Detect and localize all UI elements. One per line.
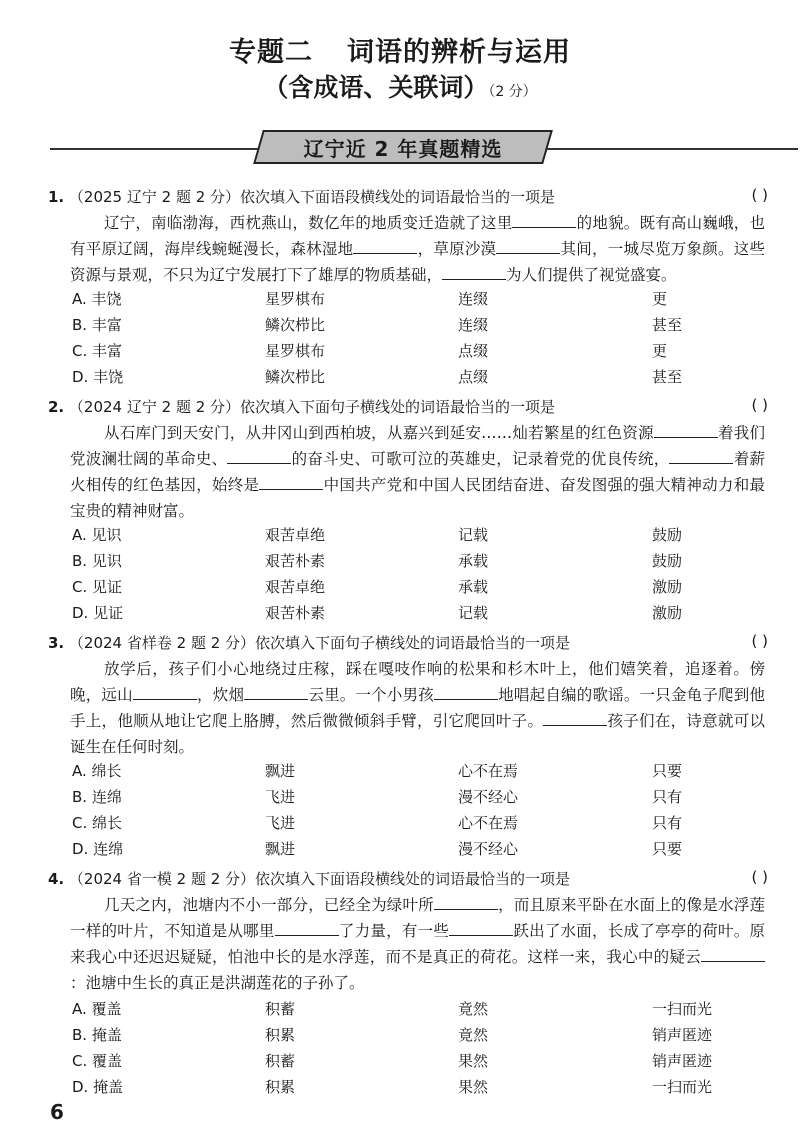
passage-text: ：池塘中生长的真正是洪湖莲花的子孙了。 [70, 974, 365, 992]
option-c[interactable] [72, 340, 772, 364]
answer-parentheses[interactable]: ( ) [751, 632, 768, 650]
option-a[interactable] [72, 524, 772, 548]
option-a[interactable] [72, 288, 772, 312]
option-cell: D. 连绵 [72, 840, 124, 858]
option-cell: 鼓励 [652, 526, 683, 544]
option-cell: 承载 [458, 552, 489, 570]
blank-line[interactable] [701, 947, 765, 962]
banner-label: 辽宁近 2 年真题精选 [303, 137, 503, 161]
option-cell: 果然 [458, 1052, 489, 1070]
option-d[interactable] [72, 1076, 772, 1100]
option-cell: 艰苦朴素 [265, 604, 326, 622]
question-stem-text: （2024 辽宁 2 题 2 分）依次填入下面句子横线处的词语最恰当的一项是 [68, 398, 556, 416]
option-cell: 连缀 [458, 316, 489, 334]
question-number: 3. [48, 634, 65, 652]
option-cell: 鳞次栉比 [265, 368, 326, 386]
option-cell: C. 覆盖 [72, 1052, 123, 1070]
title-part-a: 专题二 [229, 37, 313, 68]
option-cell: 只有 [652, 814, 683, 832]
option-cell: 承载 [458, 578, 489, 596]
passage-text: 云里。一个小男孩 [308, 686, 434, 704]
option-cell: 更 [652, 342, 668, 360]
option-cell: A. 丰饶 [72, 290, 122, 308]
blank-line[interactable] [259, 475, 323, 490]
option-cell: 积累 [265, 1078, 296, 1096]
passage-text: ，而且原来平卧在水面上的像是水浮莲一样的叶片，不知道是从哪里 [70, 896, 765, 940]
question-stem-text: （2024 省一模 2 题 2 分）依次填入下面语段横线处的词语最恰当的一项是 [68, 870, 571, 888]
passage-text: 放学后，孩子们小心地绕过庄稼，踩在嘎吱作响的松果和杉木叶上，他们嬉笑着，追逐着。傍晚，远山 [70, 660, 765, 704]
passage-text: 了力量，有一些 [338, 922, 450, 940]
option-cell: 只要 [652, 840, 683, 858]
option-cell: 只有 [652, 788, 683, 806]
option-cell: A. 绵长 [72, 762, 122, 780]
option-cell: 鳞次栉比 [265, 316, 326, 334]
option-c[interactable] [72, 576, 772, 600]
option-cell: 甚至 [652, 316, 683, 334]
passage-text: 从石库门到天安门，从井冈山到西柏坡，从嘉兴到延安……灿若繁星的红色资源 [104, 424, 654, 442]
option-cell: 记载 [458, 526, 489, 544]
option-cell: 甚至 [652, 368, 683, 386]
option-cell: 飞进 [265, 788, 296, 806]
option-cell: C. 见证 [72, 578, 123, 596]
option-cell: A. 覆盖 [72, 1000, 122, 1018]
option-cell: 漫不经心 [458, 788, 519, 806]
option-cell: 一扫而光 [652, 1078, 713, 1096]
option-cell: 星罗棋布 [265, 290, 326, 308]
option-cell: B. 丰富 [72, 316, 122, 334]
option-c[interactable] [72, 1050, 772, 1074]
option-a[interactable] [72, 760, 772, 784]
option-cell: 竟然 [458, 1026, 489, 1044]
passage-text: 孩子们在，诗意就可以诞生在任何时刻。 [70, 712, 765, 756]
blank-line[interactable] [227, 449, 291, 464]
passage-text: ，炊烟 [196, 686, 245, 704]
blank-line[interactable] [449, 921, 513, 936]
subtitle-score: （2 分） [488, 84, 537, 100]
option-b[interactable] [72, 550, 772, 574]
passage-text: 着薪火相传的红色基因，始终是 [70, 450, 765, 494]
option-cell: 飘进 [265, 762, 296, 780]
option-cell: B. 掩盖 [72, 1026, 122, 1044]
option-cell: 激励 [652, 578, 683, 596]
passage-text: 为人们提供了视觉盛宴。 [506, 266, 677, 284]
question-3-passage [70, 656, 765, 760]
option-cell: 星罗棋布 [265, 342, 326, 360]
option-cell: 销声匿迹 [652, 1026, 713, 1044]
question-1-stem [48, 186, 768, 207]
option-cell: 飞进 [265, 814, 296, 832]
passage-text: 跃出了水面，长成了亭亭的荷叶。原来我心中还迟迟疑疑，怕池中长的是水浮莲，而不是真正的荷花。这样一来，我心中的疑云 [70, 922, 765, 966]
passage-text: 几天之内，池塘内不小一部分，已经全为绿叶所 [104, 896, 434, 914]
page-number: 6 [50, 1100, 64, 1124]
passage-text: 中国共产党和中国人民团结奋进、奋发图强的强大精神动力和最宝贵的精神财富。 [70, 476, 765, 520]
section-title [0, 30, 800, 69]
option-b[interactable] [72, 786, 772, 810]
question-number: 1. [48, 188, 65, 206]
answer-parentheses[interactable]: ( ) [751, 868, 768, 886]
option-cell: 漫不经心 [458, 840, 519, 858]
blank-line[interactable] [543, 711, 607, 726]
blank-line[interactable] [244, 685, 308, 700]
option-cell: 连缀 [458, 290, 489, 308]
option-cell: 只要 [652, 762, 683, 780]
passage-text: ，草原沙漠 [417, 240, 497, 258]
option-cell: 果然 [458, 1078, 489, 1096]
question-2-stem [48, 396, 768, 417]
option-cell: C. 丰富 [72, 342, 123, 360]
option-cell: 积蓄 [265, 1000, 296, 1018]
option-d[interactable] [72, 602, 772, 626]
option-cell: B. 见识 [72, 552, 122, 570]
option-d[interactable] [72, 366, 772, 390]
question-3-stem [48, 632, 768, 653]
option-cell: 一扫而光 [652, 1000, 713, 1018]
blank-line[interactable] [275, 921, 339, 936]
blank-line[interactable] [512, 213, 576, 228]
option-cell: C. 绵长 [72, 814, 123, 832]
question-number: 2. [48, 398, 65, 416]
option-cell: 鼓励 [652, 552, 683, 570]
title-part-b: 词语的辨析与运用 [347, 37, 571, 68]
option-cell: 积累 [265, 1026, 296, 1044]
section-subtitle [0, 68, 800, 104]
passage-text: 其间，一城尽览万象颜。这些资源与景观，不只为辽宁发展打下了雄厚的物质基础， [70, 240, 765, 284]
option-cell: 积蓄 [265, 1052, 296, 1070]
option-cell: 艰苦卓绝 [265, 526, 326, 544]
option-cell: 点缀 [458, 342, 489, 360]
option-cell: 更 [652, 290, 668, 308]
subtitle-text: （含成语、关联词） [263, 73, 489, 102]
question-4-passage [70, 892, 765, 996]
answer-parentheses[interactable]: ( ) [751, 186, 768, 204]
question-number: 4. [48, 870, 65, 888]
option-cell: 心不在焉 [458, 814, 519, 832]
option-c[interactable] [72, 812, 772, 836]
question-stem-text: （2024 省样卷 2 题 2 分）依次填入下面句子横线处的词语最恰当的一项是 [68, 634, 571, 652]
option-cell: A. 见识 [72, 526, 122, 544]
question-4-stem [48, 868, 768, 889]
passage-text: 着我们党波澜壮阔的革命史、 [70, 424, 765, 468]
option-a[interactable] [72, 998, 772, 1022]
passage-text: 地唱起自编的歌谣。一只金龟子爬到他手上，他顺从地让它爬上胳膊，然后微微倾斜手臂，引它爬回叶子。 [70, 686, 765, 730]
option-cell: 销声匿迹 [652, 1052, 713, 1070]
option-d[interactable] [72, 838, 772, 862]
option-b[interactable] [72, 314, 772, 338]
option-cell: 激励 [652, 604, 683, 622]
answer-parentheses[interactable]: ( ) [751, 396, 768, 414]
option-cell: 艰苦朴素 [265, 552, 326, 570]
question-stem-text: （2025 辽宁 2 题 2 分）依次填入下面语段横线处的词语最恰当的一项是 [68, 188, 556, 206]
passage-text: 的地貌。既有高山巍峨，也有平原辽阔，海岸线蜿蜒漫长，森林湿地 [70, 214, 765, 258]
option-b[interactable] [72, 1024, 772, 1048]
option-cell: D. 见证 [72, 604, 124, 622]
blank-line[interactable] [669, 449, 733, 464]
option-cell: D. 丰饶 [72, 368, 124, 386]
blank-line[interactable] [353, 239, 417, 254]
option-cell: B. 连绵 [72, 788, 122, 806]
option-cell: 点缀 [458, 368, 489, 386]
blank-line[interactable] [442, 265, 506, 280]
blank-line[interactable] [496, 239, 560, 254]
option-cell: 记载 [458, 604, 489, 622]
option-cell: 心不在焉 [458, 762, 519, 780]
passage-text: 辽宁，南临渤海，西枕燕山，数亿年的地质变迁造就了这里 [104, 214, 513, 232]
question-1-passage [70, 210, 765, 288]
blank-line[interactable] [654, 423, 718, 438]
blank-line[interactable] [434, 685, 498, 700]
blank-line[interactable] [133, 685, 197, 700]
question-2-passage [70, 420, 765, 524]
blank-line[interactable] [434, 895, 498, 910]
option-cell: 艰苦卓绝 [265, 578, 326, 596]
option-cell: 竟然 [458, 1000, 489, 1018]
option-cell: 飘进 [265, 840, 296, 858]
passage-text: 的奋斗史、可歌可泣的英雄史，记录着党的优良传统， [291, 450, 670, 468]
option-cell: D. 掩盖 [72, 1078, 124, 1096]
